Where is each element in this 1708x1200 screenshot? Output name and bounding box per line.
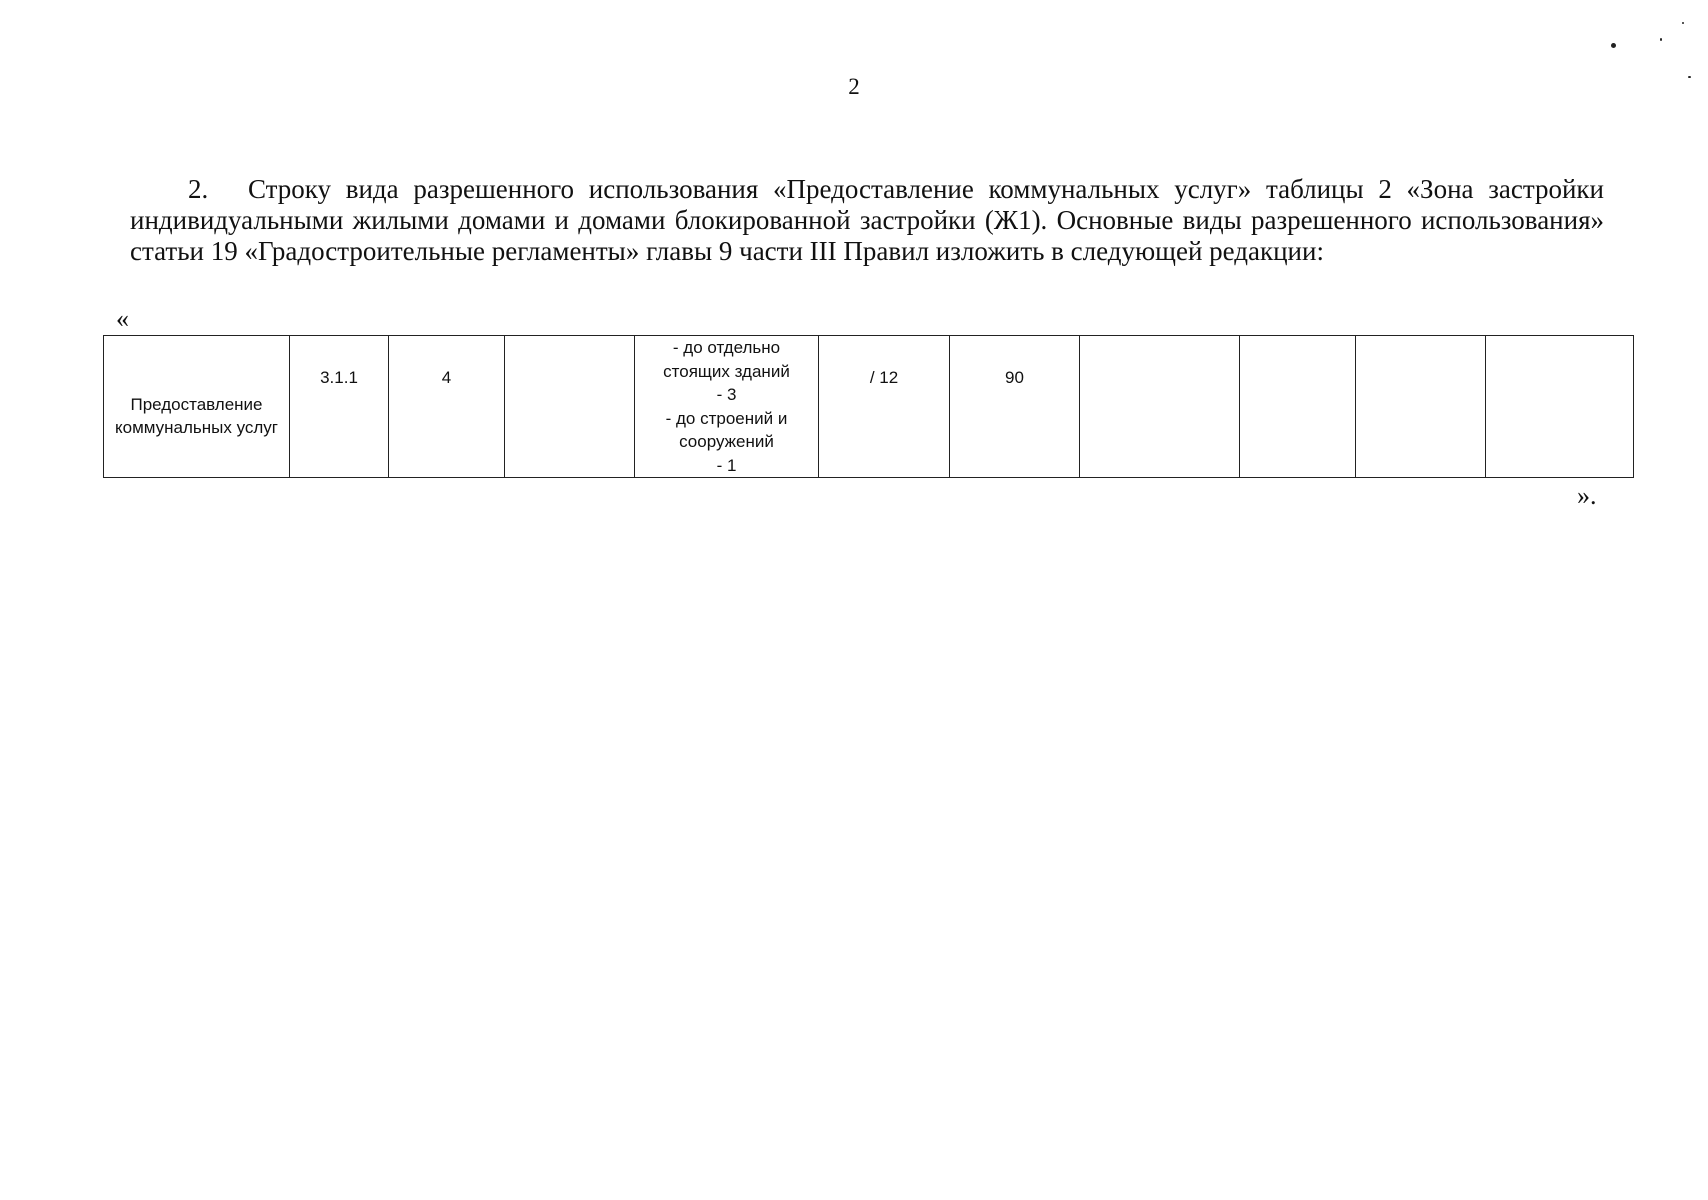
setback-line: - до отдельно — [672, 338, 781, 357]
cell-value-f — [1240, 336, 1356, 478]
cell-value-c: / 12 — [819, 336, 950, 478]
cell-value-a: 4 — [389, 336, 505, 478]
scan-speck — [1688, 76, 1691, 78]
cell-value-h — [1486, 336, 1634, 478]
setback-line: сооружений — [679, 432, 774, 451]
scan-speck — [1660, 38, 1662, 41]
setback-line: - до строений и — [665, 408, 788, 428]
amendment-paragraph — [130, 174, 1604, 267]
scan-speck — [1611, 43, 1616, 48]
setback-line: стоящих зданий — [663, 361, 790, 381]
setback-line: - 1 — [716, 455, 737, 475]
cell-value-d: 90 — [950, 336, 1080, 478]
paragraph-text: Строку вида разрешенного использования «Предоставление коммунальных услуг» таблицы 2 «Зона застройки индивидуальными жилыми домами и домами блокированной застройки (Ж1). Основные виды разрешенного использования» статьи 19 «Градостроительные регламенты» главы 9 части III Правил изложить в следующей редакции: — [130, 174, 1604, 266]
closing-quote: ». — [1577, 481, 1597, 510]
cell-value-g — [1356, 336, 1486, 478]
cell-code: 3.1.1 — [290, 336, 389, 478]
cell-setback-distances — [635, 336, 819, 478]
cell-value-e — [1080, 336, 1240, 478]
scan-speck — [1682, 22, 1684, 24]
regulation-table — [103, 335, 1634, 478]
page-number: 2 — [848, 74, 860, 99]
setback-line: - 3 — [716, 385, 737, 404]
paragraph-number: 2. — [188, 174, 209, 204]
cell-use-name: Предоставление коммунальных услуг — [104, 336, 290, 478]
table-row — [104, 336, 1634, 478]
cell-value-b — [505, 336, 635, 478]
opening-quote: « — [116, 304, 129, 333]
